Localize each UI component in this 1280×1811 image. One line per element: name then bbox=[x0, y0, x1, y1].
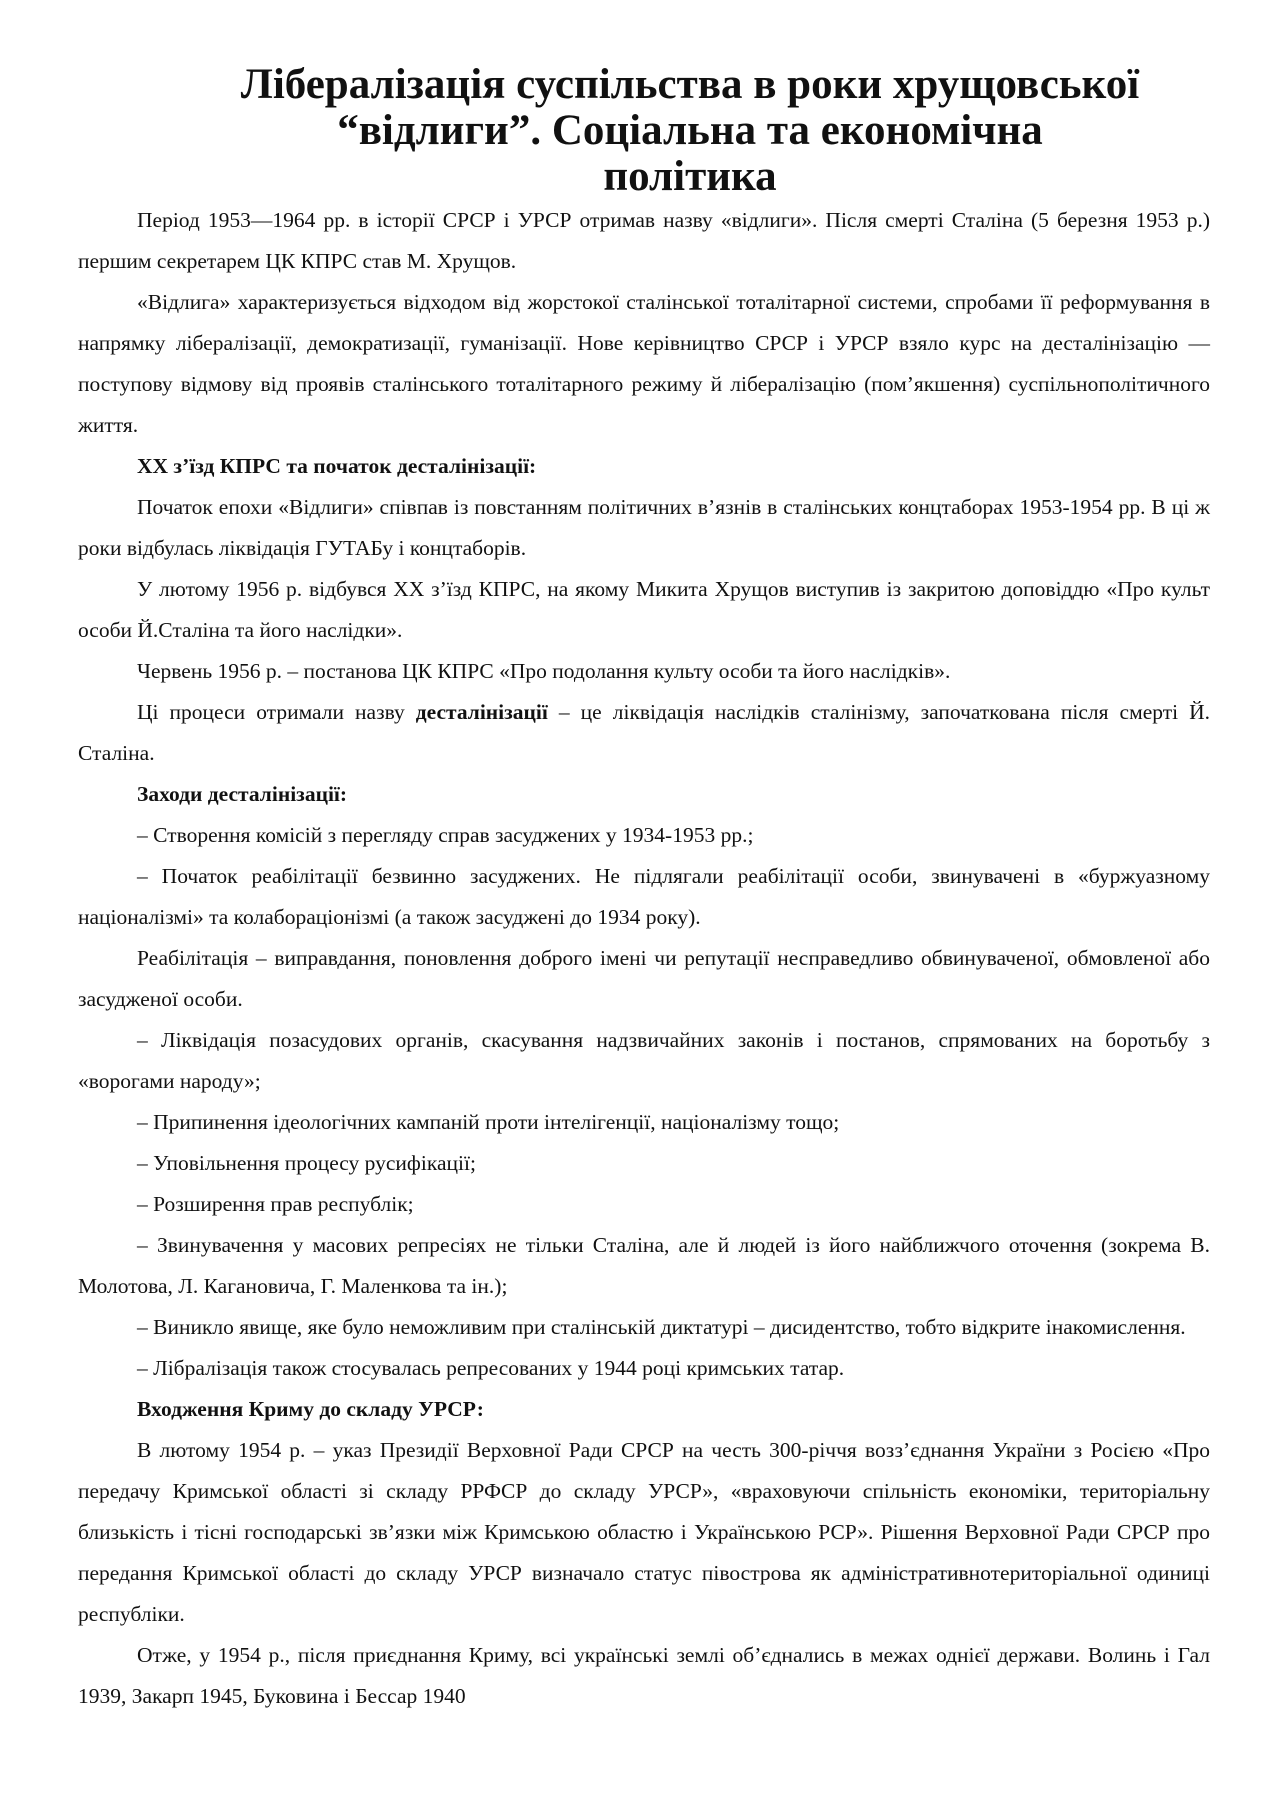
list-item: – Ліквідація позасудових органів, скасування надзвичайних законів і постанов, спрямованих на боротьбу з «ворогами народу»; bbox=[78, 1028, 1210, 1093]
paragraph-congress: У лютому 1956 р. відбувся XX з’їзд КПРС, на якому Микита Хрущов виступив із закритою доповіддю «Про культ особи Й.Сталіна та його наслідки». bbox=[78, 577, 1210, 642]
paragraph-uprising: Початок епохи «Відлиги» співпав із повстанням політичних в’язнів в сталінських концтаборах 1953-1954 рр. В ці ж роки відбулась ліквідація ГУТАБу і концтаборів. bbox=[78, 495, 1210, 560]
paragraph-rehabilitation-definition: Реабілітація – виправдання, поновлення доброго імені чи репутації несправедливо обвинуваченої, обмовленої або засудженої особи. bbox=[78, 946, 1210, 1011]
list-item: – Початок реабілітації безвинно засуджених. Не підлягали реабілітації особи, звинувачені в «буржуазному націоналізмі» та колабораціонізмі (а також засуджені до 1934 року). bbox=[78, 864, 1210, 929]
list-item: – Лібралізація також стосувалась репресованих у 1944 році кримських татар. bbox=[137, 1356, 845, 1380]
list-item: – Уповільнення процесу русифікації; bbox=[137, 1151, 476, 1175]
section-heading-crimea: Входження Криму до складу УРСР: bbox=[137, 1397, 484, 1421]
section-heading-congress: XX з’їзд КПРС та початок десталінізації: bbox=[137, 454, 537, 478]
destalinization-text-a: Ці процеси отримали назву bbox=[137, 700, 416, 724]
paragraph-unification: Отже, у 1954 р., після приєднання Криму, всі українські землі об’єднались в межах однієї держави. Волинь і Гал 1939, Закарп 1945, Буковина і Бессар 1940 bbox=[78, 1643, 1210, 1708]
paragraph-thaw-definition: «Відлига» характеризується відходом від жорстокої сталінської тоталітарної системи, спробами її реформування в напрямку лібералізації, демократизації, гуманізації. Нове керівництво СРСР і УРСР взяло курс на десталінізацію — поступову відмову від проявів сталінського тоталітарного режиму й лібералізацію (пом’якшення) суспільнополітичного життя. bbox=[78, 290, 1210, 437]
section-heading-measures: Заходи десталінізації: bbox=[137, 782, 348, 806]
list-item: – Створення комісій з перегляду справ засуджених у 1934-1953 рр.; bbox=[137, 823, 754, 847]
list-item: – Виникло явище, яке було неможливим при сталінській диктатурі – дисидентство, тобто відкрите інакомислення. bbox=[137, 1315, 1186, 1339]
paragraph-intro: Період 1953—1964 рр. в історії СРСР і УРСР отримав назву «відлиги». Після смерті Сталіна (5 березня 1953 р.) першим секретарем ЦК КПРС став М. Хрущов. bbox=[78, 208, 1210, 273]
list-item: – Розширення прав республік; bbox=[137, 1192, 414, 1216]
title-line-2: політика bbox=[603, 153, 777, 200]
destalinization-text-c: – це ліквідація наслідків сталінізму, започаткована після смерті Й. Сталіна. bbox=[78, 700, 1210, 765]
paragraph-crimea-decree: В лютому 1954 р. – указ Президії Верховної Ради СРСР на честь 300-річчя возз’єднання України з Росією «Про передачу Кримської області зі складу РРФСР до складу УРСР», «враховуючи спільність економіки, територіальну близькість і тісні господарські зв’язки між Кримською областю і Українською РСР». Рішення Верховної Ради СРСР про передання Кримської області до складу УРСР визначало статус півострова як адміністративнотериторіальної одиниці республіки. bbox=[78, 1438, 1210, 1626]
paragraph-destalinization bbox=[78, 692, 1210, 774]
document-page bbox=[78, 62, 1210, 1717]
document-title bbox=[78, 62, 1210, 200]
list-item: – Звинувачення у масових репресіях не тільки Сталіна, але й людей із його найближчого оточення (зокрема В. Молотова, Л. Кагановича, Г. Маленкова та ін.); bbox=[78, 1233, 1210, 1298]
list-item: – Припинення ідеологічних кампаній проти інтелігенції, націоналізму тощо; bbox=[137, 1110, 840, 1134]
title-line-1: Лібералізація суспільства в роки хрущовської “відлиги”. Соціальна та економічна bbox=[240, 61, 1140, 154]
destalinization-term: десталінізації bbox=[415, 700, 548, 724]
paragraph-resolution: Червень 1956 р. – постанова ЦК КПРС «Про подолання культу особи та його наслідків». bbox=[137, 659, 951, 683]
